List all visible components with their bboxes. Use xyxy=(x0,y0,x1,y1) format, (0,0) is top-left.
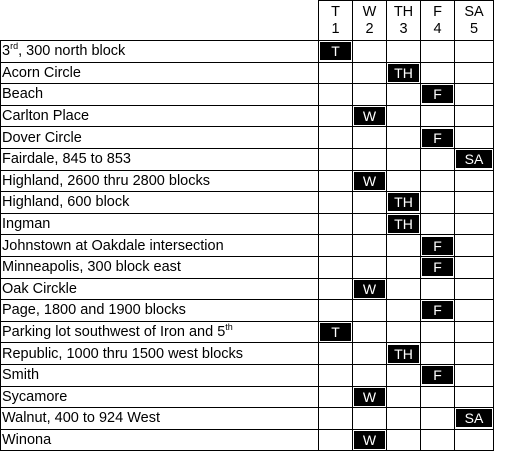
day-cell xyxy=(319,343,353,365)
day-cell xyxy=(353,41,387,63)
day-cell xyxy=(319,364,353,386)
street-name-cell xyxy=(1,343,319,365)
day-cell xyxy=(319,84,353,106)
day-cell xyxy=(387,343,421,365)
table-row xyxy=(1,127,494,149)
table-row xyxy=(1,364,494,386)
day-cell xyxy=(421,386,455,408)
day-cell xyxy=(319,278,353,300)
day-cell xyxy=(455,364,494,386)
day-cell xyxy=(387,321,421,343)
street-name-cell xyxy=(1,213,319,235)
day-cell xyxy=(455,62,494,84)
day-cell xyxy=(421,41,455,63)
table-row xyxy=(1,41,494,63)
header-day-num: 1 xyxy=(331,20,340,37)
day-marker: T xyxy=(320,323,351,341)
day-cell xyxy=(387,235,421,257)
street-name: Minneapolis, 300 block east xyxy=(2,259,181,276)
day-marker: TH xyxy=(388,215,419,233)
street-name-cell xyxy=(1,127,319,149)
street-name-suffix: , 300 north block xyxy=(18,43,126,60)
day-cell xyxy=(387,278,421,300)
day-cell xyxy=(455,343,494,365)
day-cell xyxy=(319,386,353,408)
day-marker: W xyxy=(354,172,385,190)
day-cell xyxy=(421,300,455,322)
day-marker: F xyxy=(422,366,453,384)
day-cell xyxy=(319,170,353,192)
day-cell xyxy=(319,62,353,84)
day-cell xyxy=(353,235,387,257)
day-marker: T xyxy=(320,42,351,60)
street-name-cell xyxy=(1,41,319,63)
street-name: Highland, 600 block xyxy=(2,194,130,211)
day-cell xyxy=(387,213,421,235)
day-marker: SA xyxy=(456,409,492,427)
day-cell xyxy=(353,256,387,278)
day-cell xyxy=(455,213,494,235)
day-cell xyxy=(387,429,421,451)
street-name: Fairdale, 845 to 853 xyxy=(2,151,131,168)
day-cell xyxy=(421,127,455,149)
street-name: Sycamore xyxy=(2,388,68,405)
street-name-cell xyxy=(1,62,319,84)
street-name-cell xyxy=(1,192,319,214)
table-row xyxy=(1,235,494,257)
day-cell xyxy=(319,213,353,235)
table-row xyxy=(1,256,494,278)
day-cell xyxy=(353,429,387,451)
street-name: Highland, 2600 thru 2800 blocks xyxy=(2,172,210,189)
header-day-thursday xyxy=(387,1,421,41)
day-cell xyxy=(421,235,455,257)
day-cell xyxy=(387,256,421,278)
table-row xyxy=(1,170,494,192)
day-cell xyxy=(353,364,387,386)
day-cell xyxy=(455,300,494,322)
day-cell xyxy=(387,192,421,214)
day-cell xyxy=(455,408,494,430)
street-name-cell xyxy=(1,364,319,386)
day-cell xyxy=(353,213,387,235)
street-name-cell xyxy=(1,386,319,408)
day-marker: F xyxy=(422,301,453,319)
table-row xyxy=(1,148,494,170)
day-cell xyxy=(319,256,353,278)
header-day-num: 5 xyxy=(469,20,479,37)
day-cell xyxy=(319,408,353,430)
day-cell xyxy=(455,235,494,257)
day-cell xyxy=(455,256,494,278)
header-day-abbr: T xyxy=(331,3,340,20)
street-name-cell xyxy=(1,300,319,322)
street-name: Oak Circkle xyxy=(2,280,77,297)
header-day-num: 4 xyxy=(433,20,442,37)
street-name: Dover Circle xyxy=(2,129,82,146)
street-name-cell xyxy=(1,170,319,192)
street-name-cell xyxy=(1,429,319,451)
street-name-cell xyxy=(1,256,319,278)
day-cell xyxy=(319,300,353,322)
day-cell xyxy=(353,62,387,84)
street-name: Johnstown at Oakdale intersection xyxy=(2,237,224,254)
day-cell xyxy=(387,127,421,149)
day-cell xyxy=(455,170,494,192)
day-cell xyxy=(421,278,455,300)
day-cell xyxy=(353,192,387,214)
day-cell xyxy=(387,62,421,84)
street-name: Smith xyxy=(2,367,40,384)
day-cell xyxy=(387,148,421,170)
day-cell xyxy=(421,105,455,127)
day-cell xyxy=(353,278,387,300)
day-cell xyxy=(455,278,494,300)
schedule-body xyxy=(1,41,494,451)
day-cell xyxy=(353,170,387,192)
day-cell xyxy=(455,84,494,106)
table-row xyxy=(1,213,494,235)
street-name-cell xyxy=(1,278,319,300)
day-cell xyxy=(319,105,353,127)
day-cell xyxy=(353,105,387,127)
table-row xyxy=(1,84,494,106)
header-day-num: 2 xyxy=(365,20,374,37)
day-cell xyxy=(387,105,421,127)
street-name: Winona xyxy=(2,431,52,448)
street-name-cell xyxy=(1,321,319,343)
street-name: Beach xyxy=(2,86,44,103)
day-cell xyxy=(387,84,421,106)
day-cell xyxy=(319,127,353,149)
street-name: Walnut, 400 to 924 West xyxy=(2,410,160,427)
day-marker: W xyxy=(354,107,385,125)
street-name-cell xyxy=(1,84,319,106)
day-cell xyxy=(421,62,455,84)
day-cell xyxy=(353,408,387,430)
street-name: Page, 1800 and 1900 blocks xyxy=(2,302,186,319)
day-cell xyxy=(387,300,421,322)
header-day-abbr: W xyxy=(362,3,377,20)
day-cell xyxy=(353,386,387,408)
street-name: Acorn Circle xyxy=(2,64,81,81)
street-name-superscript: th xyxy=(225,322,233,333)
day-cell xyxy=(353,127,387,149)
day-cell xyxy=(353,343,387,365)
day-cell xyxy=(455,386,494,408)
day-cell xyxy=(455,127,494,149)
day-cell xyxy=(421,148,455,170)
day-cell xyxy=(387,364,421,386)
day-cell xyxy=(455,192,494,214)
table-row xyxy=(1,62,494,84)
day-cell xyxy=(319,429,353,451)
day-cell xyxy=(455,429,494,451)
table-row xyxy=(1,386,494,408)
day-cell xyxy=(455,321,494,343)
header-day-wednesday xyxy=(353,1,387,41)
day-cell xyxy=(455,105,494,127)
day-cell xyxy=(421,343,455,365)
day-cell xyxy=(421,321,455,343)
day-marker: F xyxy=(422,85,453,103)
street-name: Carlton Place xyxy=(2,108,90,125)
day-cell xyxy=(421,192,455,214)
table-row xyxy=(1,408,494,430)
day-cell xyxy=(387,170,421,192)
day-cell xyxy=(319,41,353,63)
day-cell xyxy=(421,408,455,430)
day-cell xyxy=(319,321,353,343)
day-cell xyxy=(387,41,421,63)
street-name: 3 xyxy=(2,43,11,60)
day-cell xyxy=(421,84,455,106)
street-name-cell xyxy=(1,105,319,127)
street-name: Ingman xyxy=(2,216,51,233)
street-name-cell xyxy=(1,408,319,430)
day-marker: W xyxy=(354,280,385,298)
street-name: Parking lot southwest of Iron and 5 xyxy=(2,324,226,341)
day-marker: W xyxy=(354,388,385,406)
day-marker: TH xyxy=(388,345,419,363)
day-marker: TH xyxy=(388,64,419,82)
day-marker: TH xyxy=(388,193,419,211)
header-day-num: 3 xyxy=(399,20,408,37)
day-cell xyxy=(421,364,455,386)
street-name-cell xyxy=(1,235,319,257)
day-marker: W xyxy=(354,431,385,449)
day-marker: SA xyxy=(456,150,492,168)
day-cell xyxy=(353,300,387,322)
day-cell xyxy=(353,84,387,106)
table-row xyxy=(1,278,494,300)
day-marker: F xyxy=(422,258,453,276)
day-cell xyxy=(319,235,353,257)
street-name: Republic, 1000 thru 1500 west blocks xyxy=(2,345,244,362)
day-marker: F xyxy=(422,237,453,255)
header-blank-cell xyxy=(1,1,319,41)
header-day-abbr: F xyxy=(433,3,442,20)
day-cell xyxy=(455,148,494,170)
header-day-friday xyxy=(421,1,455,41)
day-cell xyxy=(421,170,455,192)
day-cell xyxy=(387,408,421,430)
table-row xyxy=(1,105,494,127)
day-cell xyxy=(455,41,494,63)
day-cell xyxy=(353,148,387,170)
table-row xyxy=(1,192,494,214)
table-row xyxy=(1,300,494,322)
header-day-abbr: SA xyxy=(464,3,484,20)
day-cell xyxy=(353,321,387,343)
header-day-abbr: TH xyxy=(393,3,414,20)
day-cell xyxy=(319,192,353,214)
header-row xyxy=(1,1,494,41)
table-row xyxy=(1,321,494,343)
street-name-cell xyxy=(1,148,319,170)
day-cell xyxy=(421,256,455,278)
table-row xyxy=(1,429,494,451)
header-day-saturday xyxy=(455,1,494,41)
day-cell xyxy=(387,386,421,408)
day-marker: F xyxy=(422,129,453,147)
header-day-tuesday xyxy=(319,1,353,41)
day-cell xyxy=(421,213,455,235)
day-cell xyxy=(319,148,353,170)
day-cell xyxy=(421,429,455,451)
table-row xyxy=(1,343,494,365)
street-name-superscript: rd xyxy=(10,41,19,52)
